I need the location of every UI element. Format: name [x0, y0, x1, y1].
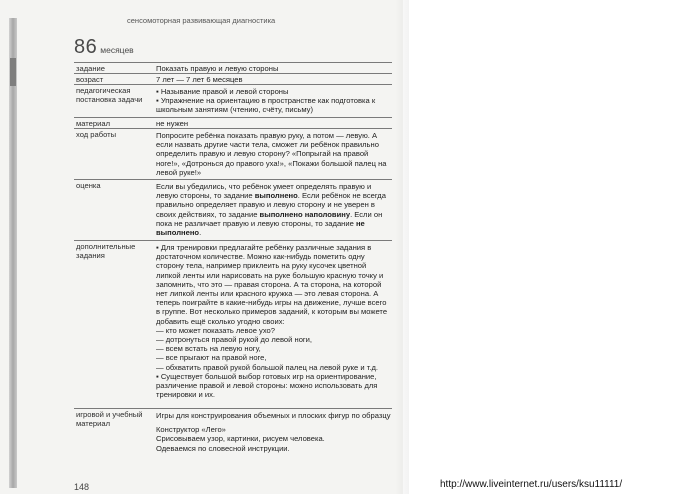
- game-material-line: Конструктор «Лего»: [156, 425, 226, 435]
- page-number: 148: [74, 482, 90, 492]
- watermark-url: http://www.liveinternet.ru/users/ksu11111/: [440, 479, 623, 490]
- row-value-assessment: [156, 182, 392, 237]
- assessment-result-half: выполнено наполовину: [259, 209, 351, 219]
- row-value-goals: [156, 87, 392, 115]
- goal-item: ▪ Упражнение на ориентацию в пространстве как подготовка к школьным занятиям (чтению, счёту, письму): [156, 96, 392, 114]
- game-material-line: Срисовываем узор, картинки, рисуем человека.: [156, 434, 325, 444]
- binding-mark: [10, 58, 16, 86]
- binding-edge: [9, 18, 17, 488]
- extra-dash-item: — дотронуться правой рукой до левой ноги,: [156, 335, 313, 345]
- table-rule: [74, 179, 392, 180]
- row-label-game-material: игровой и учебный материал: [76, 410, 143, 428]
- extra-dash-item: — все прыгают на правой ноге,: [156, 353, 267, 363]
- row-label-procedure: ход работы: [76, 130, 117, 139]
- age-number: 86: [74, 36, 98, 58]
- row-value-procedure: Попросите ребёнка показать правую руку, а потом — левую. А если назвать другие части тела, сможет ли ребёнок правильно определить правую и левую сторону? «Попрыгай на правой ноге!», «Дотронься до правого уха!», «Покажи большой палец на левой руке!»: [156, 131, 387, 177]
- row-label-goals: педагогическая постановка задачи: [76, 86, 143, 104]
- table-rule: [74, 240, 392, 241]
- right-page: [403, 0, 700, 494]
- assessment-result-done: выполнено: [254, 191, 298, 201]
- row-value-game-material: [156, 411, 392, 453]
- table-rule: [74, 117, 392, 118]
- game-material-line: Игры для конструирования объемных и плоских фигур по образцу: [156, 411, 391, 420]
- row-value-age: 7 лет — 7 лет 6 месяцев: [156, 75, 243, 84]
- game-material-line: Одеваемся по словесной инструкции.: [156, 443, 290, 453]
- goal-item: ▪ Называние правой и левой стороны: [156, 87, 392, 96]
- table-rule-top: [74, 62, 392, 63]
- extra-bullet: ▪ Существует большой выбор готовых игр на ориентирование, различение правой и левой стороны: можно использовать для тренировки и их.: [156, 372, 392, 400]
- extra-bullet: ▪ Для тренировки предлагайте ребёнку различные задания в достаточном количестве. Можно как-нибудь пометить одну сторону тела, например приклеить на руку кусочек цветной липкой ленты или нарисовать на руке большую красную точку и запомнить, что это — правая сторона. А та сторона, на которой нет липкой ленты или красного кружка — это левая сторона. А теперь поиграйте в какие-нибудь игры на движение, лучше всего в группе. Вот несколько примеров заданий, к которым вы можете добавить ещё сколько угодно своих:: [156, 243, 392, 326]
- age-heading: [74, 36, 134, 59]
- extra-dash-item: — кто может показать левое ухо?: [156, 325, 275, 335]
- row-label-assessment: оценка: [76, 181, 101, 190]
- row-label-extra: дополнительные задания: [76, 242, 136, 260]
- extra-dash-item: — всем встать на левую ногу,: [156, 344, 261, 354]
- row-label-age: возраст: [76, 75, 104, 84]
- row-label-task: задание: [76, 64, 106, 73]
- running-header: сенсомоторная развивающая диагностика: [127, 16, 276, 25]
- row-value-extra: [156, 243, 392, 399]
- row-label-material: материал: [76, 119, 111, 128]
- assessment-text: Если вы убедились, что ребёнок умеет определять правую и левую стороны, то задание: [156, 182, 372, 201]
- extra-dash-item: — обхватить правой рукой большой палец на левой руке и т.д.: [156, 362, 379, 372]
- age-unit: месяцев: [100, 45, 134, 55]
- row-value-task: Показать правую и левую стороны: [156, 64, 279, 73]
- assessment-text: . Если он пока не различает правую и левую стороны, то задание: [156, 209, 383, 228]
- assessment-text: .: [199, 228, 202, 238]
- table-rule: [74, 408, 392, 409]
- assessment-text: . Если ребёнок не всегда правильно определяет правую и левую сторону и не уверен в своих действиях, то задание: [156, 191, 386, 219]
- assessment-result-not-done: не выполнено: [156, 218, 365, 238]
- row-value-material: не нужен: [156, 119, 189, 128]
- gutter-shadow: [395, 0, 409, 494]
